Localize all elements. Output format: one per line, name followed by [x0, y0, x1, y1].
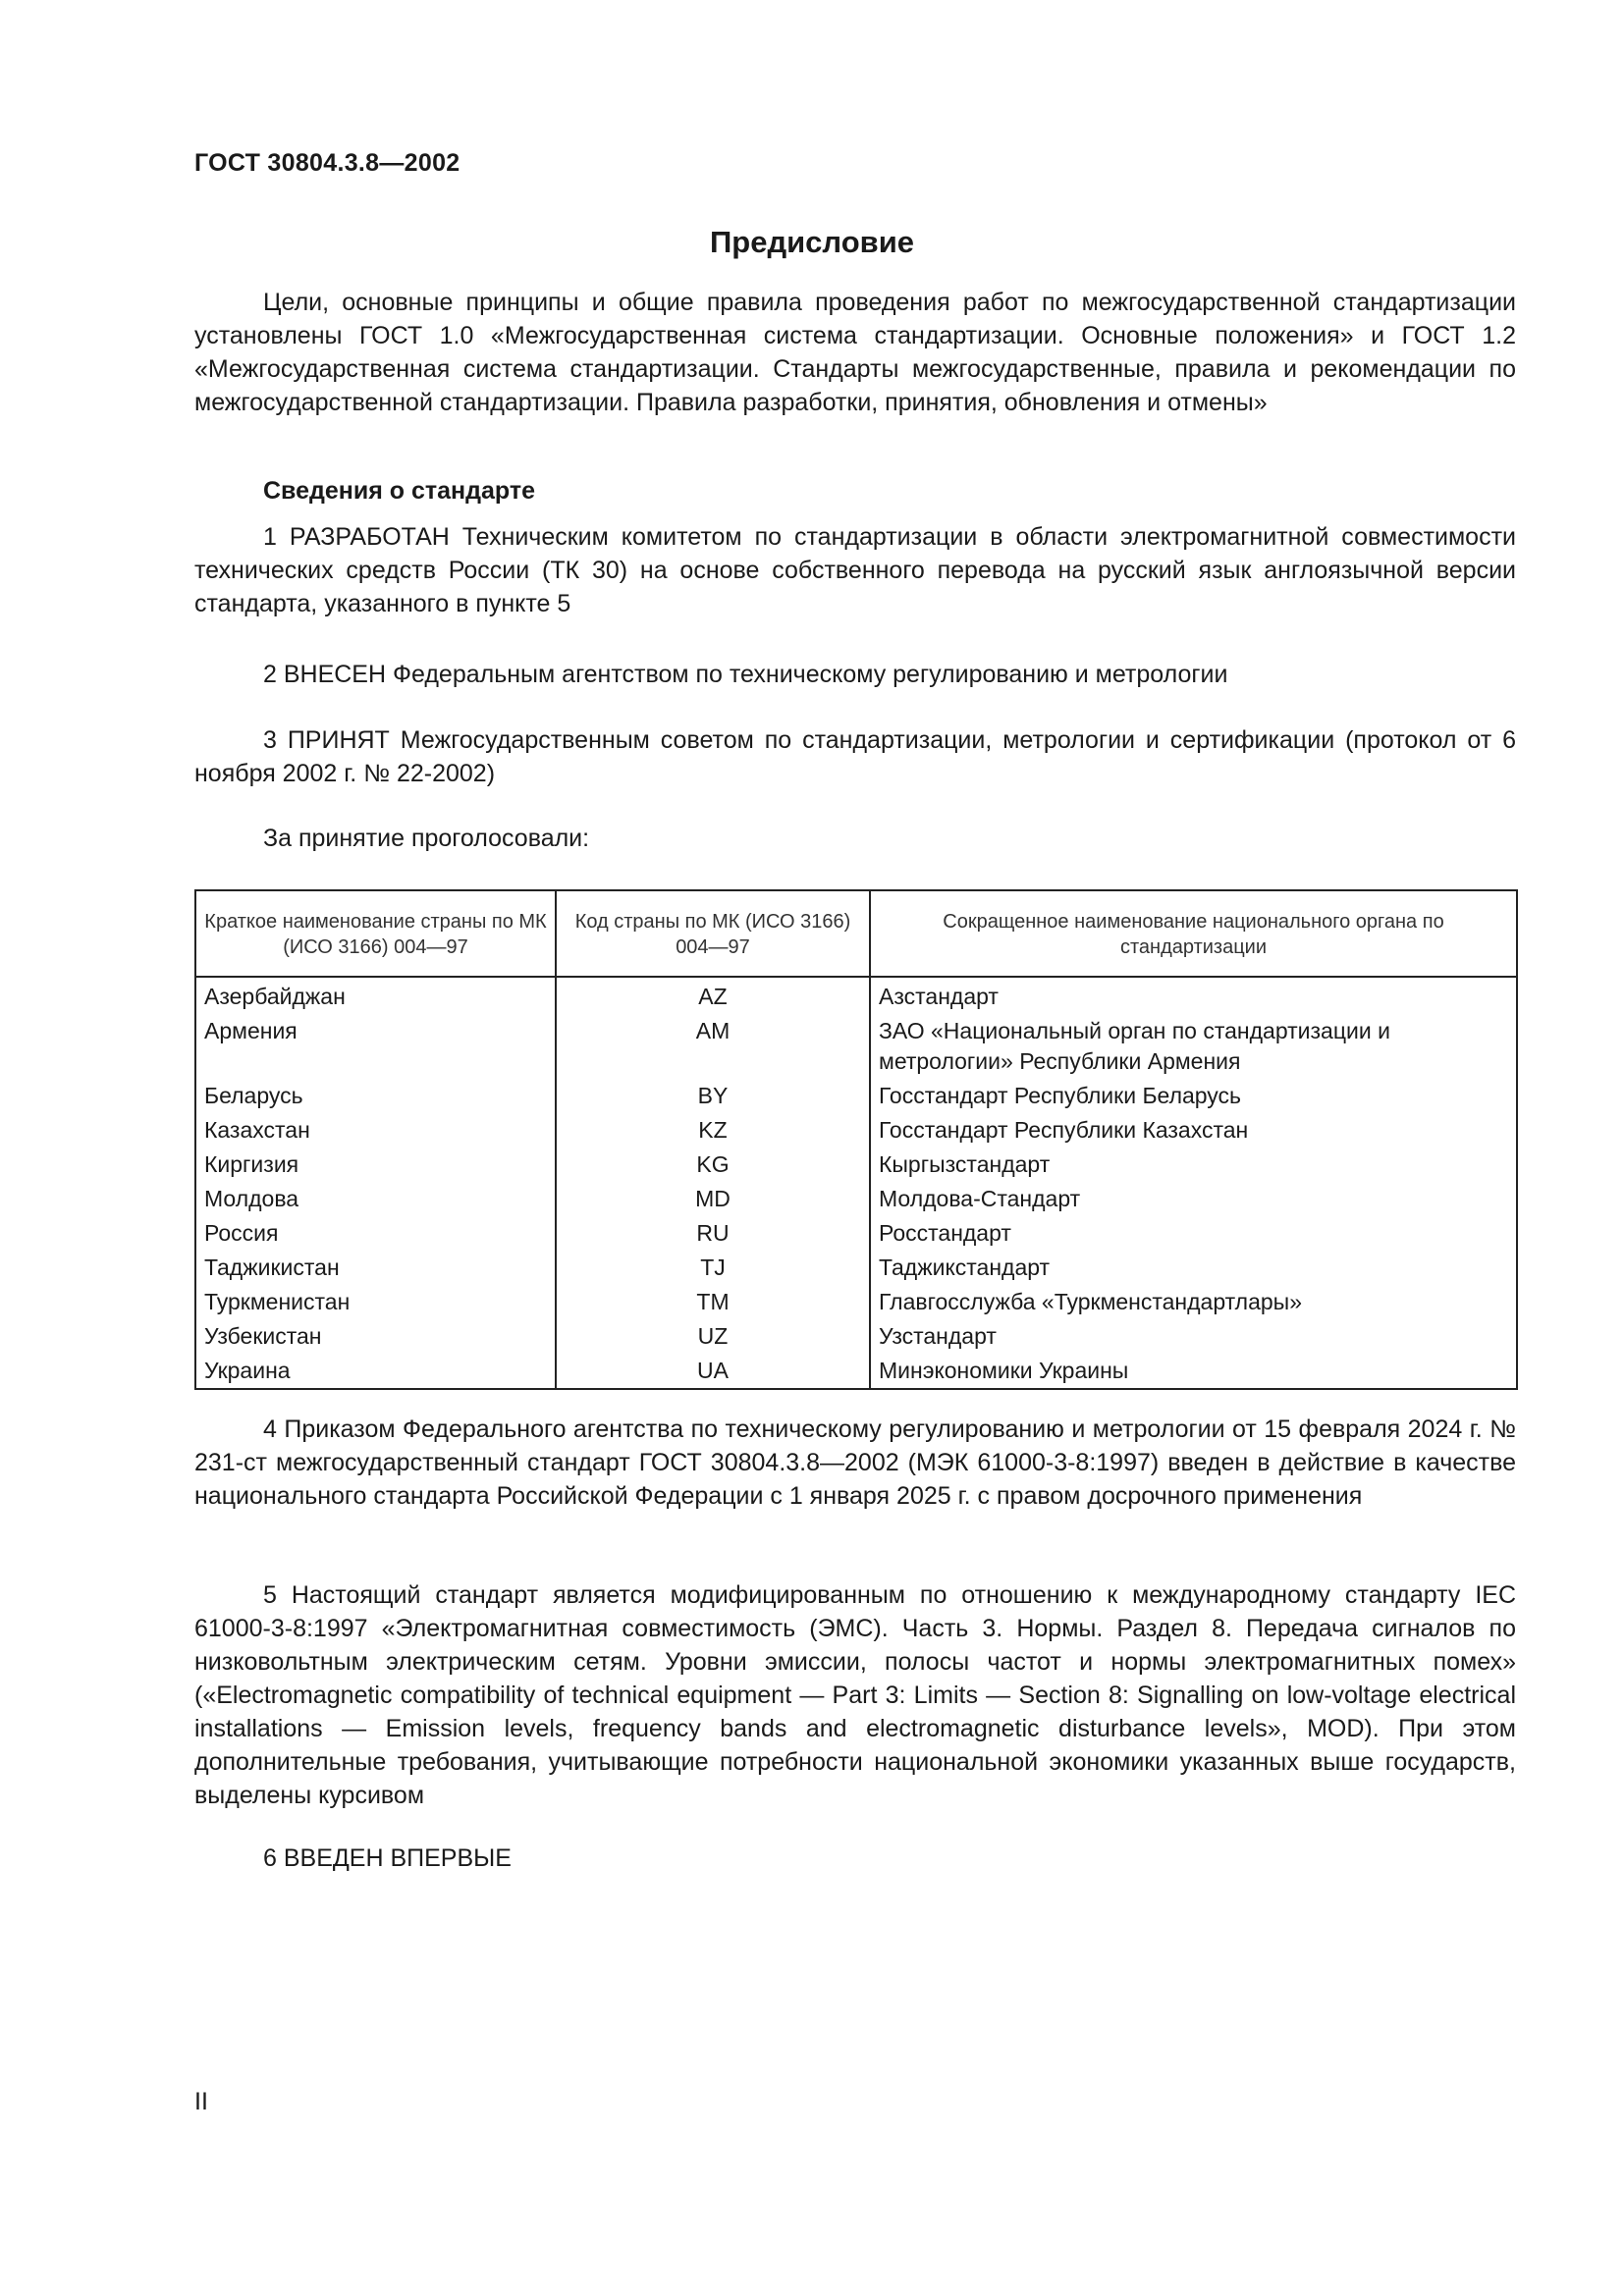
code-cell: UZ: [556, 1319, 870, 1354]
table-row: [195, 1319, 1517, 1354]
country-cell: Киргизия: [195, 1148, 556, 1182]
item-3-paragraph: 3 ПРИНЯТ Межгосударственным советом по стандартизации, метрологии и сертификации (протокол от 6 ноября 2002 г. № 22-2002): [194, 726, 1516, 787]
column-header-code: Код страны по МК (ИСО 3166) 004—97: [556, 890, 870, 977]
info-heading: Сведения о стандарте: [263, 477, 536, 505]
table-row: [195, 1354, 1517, 1389]
authority-cell: Узстандарт: [879, 1323, 997, 1349]
table-row: [195, 977, 1517, 1014]
code-cell: AM: [556, 1014, 870, 1079]
country-cell: Таджикистан: [195, 1251, 556, 1285]
authority-cell: Таджикстандарт: [879, 1255, 1051, 1280]
item-2-section: [194, 658, 1516, 691]
code-cell: RU: [556, 1216, 870, 1251]
table-row: [195, 1285, 1517, 1319]
authority-cell: Кыргызстандарт: [879, 1151, 1051, 1177]
country-cell: Узбекистан: [195, 1319, 556, 1354]
table-row: [195, 1014, 1517, 1079]
item-5-section: [194, 1578, 1516, 1812]
country-cell: Армения: [195, 1014, 556, 1079]
code-cell: KZ: [556, 1113, 870, 1148]
country-cell: Украина: [195, 1354, 556, 1389]
code-cell: BY: [556, 1079, 870, 1113]
authority-cell: Госстандарт Республики Казахстан: [879, 1117, 1249, 1143]
country-cell: Беларусь: [195, 1079, 556, 1113]
intro-paragraph: Цели, основные принципы и общие правила проведения работ по межгосударственной стандартизации установлены ГОСТ 1.0 «Межгосударственная система стандартизации. Основные положения» и ГОСТ 1.2 «Межгосударственная система стандартизации. Стандарты межгосударственные, правила и рекомендации по межгосударственной стандартизации. Правила разработки, принятия, обновления и отмены»: [194, 289, 1516, 416]
page-title: Предисловие: [709, 225, 914, 259]
table-header-row: [195, 890, 1517, 977]
country-cell: Молдова: [195, 1182, 556, 1216]
item-1-section: [194, 520, 1516, 620]
code-cell: AZ: [556, 977, 870, 1014]
country-cell: Туркменистан: [195, 1285, 556, 1319]
code-cell: UA: [556, 1354, 870, 1389]
vote-intro: За принятие проголосовали:: [263, 825, 590, 852]
voting-table: [194, 889, 1518, 1390]
code-cell: KG: [556, 1148, 870, 1182]
table-row: [195, 1113, 1517, 1148]
column-header-country: Краткое наименование страны по МК (ИСО 3166) 004—97: [195, 890, 556, 977]
country-cell: Россия: [195, 1216, 556, 1251]
table-row: [195, 1251, 1517, 1285]
authority-cell: Минэкономики Украины: [879, 1358, 1129, 1383]
item-6-paragraph: 6 ВВЕДЕН ВПЕРВЫЕ: [263, 1844, 512, 1872]
authority-cell: Молдова-Стандарт: [879, 1186, 1081, 1211]
document-code: ГОСТ 30804.3.8—2002: [194, 149, 460, 177]
authority-cell: Росстандарт: [879, 1220, 1011, 1246]
item-3-section: [194, 723, 1516, 790]
authority-cell: Госстандарт Республики Беларусь: [879, 1083, 1242, 1108]
item-5-paragraph: 5 Настоящий стандарт является модифицированным по отношению к международному стандарту IEC 61000-3-8:1997 «Электромагнитная совместимость (ЭМС). Часть 3. Нормы. Раздел 8. Передача сигналов по низковольтным электрическим сетям. Уровни эмиссии, полосы частот и нормы электромагнитных помех» («Electromagnetic compatibility of technical equipment — Part 3: Limits — Section 8: Signalling on low-voltage electrical installations — Emission levels, frequency bands and electromagnetic disturbance levels», MOD). При этом дополнительные требования, учитывающие потребности национальной экономики указанных выше государств, выделены курсивом: [194, 1581, 1516, 1809]
code-cell: TJ: [556, 1251, 870, 1285]
page-number: II: [194, 2088, 208, 2115]
table-row: [195, 1182, 1517, 1216]
country-cell: Азербайджан: [195, 977, 556, 1014]
authority-cell: Азстандарт: [879, 984, 999, 1009]
country-cell: Казахстан: [195, 1113, 556, 1148]
authority-cell: ЗАО «Национальный орган по стандартизации и метрологии» Республики Армения: [879, 1018, 1390, 1074]
table-row: [195, 1148, 1517, 1182]
table-row: [195, 1216, 1517, 1251]
item-6-section: [194, 1842, 1516, 1875]
code-cell: MD: [556, 1182, 870, 1216]
table-row: [195, 1079, 1517, 1113]
item-2-paragraph: 2 ВНЕСЕН Федеральным агентством по техническому регулированию и метрологии: [263, 661, 1228, 688]
code-cell: TM: [556, 1285, 870, 1319]
item-1-paragraph: 1 РАЗРАБОТАН Техническим комитетом по стандартизации в области электромагнитной совместимости технических средств России (ТК 30) на основе собственного перевода на русский язык англоязычной версии стандарта, указанного в пункте 5: [194, 523, 1516, 617]
authority-cell: Главгосслужба «Туркменстандартлары»: [879, 1289, 1302, 1314]
column-header-authority: Сокращенное наименование национального органа по стандартизации: [870, 890, 1517, 977]
item-4-paragraph: 4 Приказом Федерального агентства по техническому регулированию и метрологии от 15 февраля 2024 г. № 231-ст межгосударственный стандарт ГОСТ 30804.3.8—2002 (МЭК 61000-3-8:1997) введен в действие в качестве национального стандарта Российской Федерации с 1 января 2025 г. с правом досрочного применения: [194, 1415, 1516, 1510]
item-4-section: [194, 1413, 1516, 1513]
intro-section: [194, 286, 1516, 419]
